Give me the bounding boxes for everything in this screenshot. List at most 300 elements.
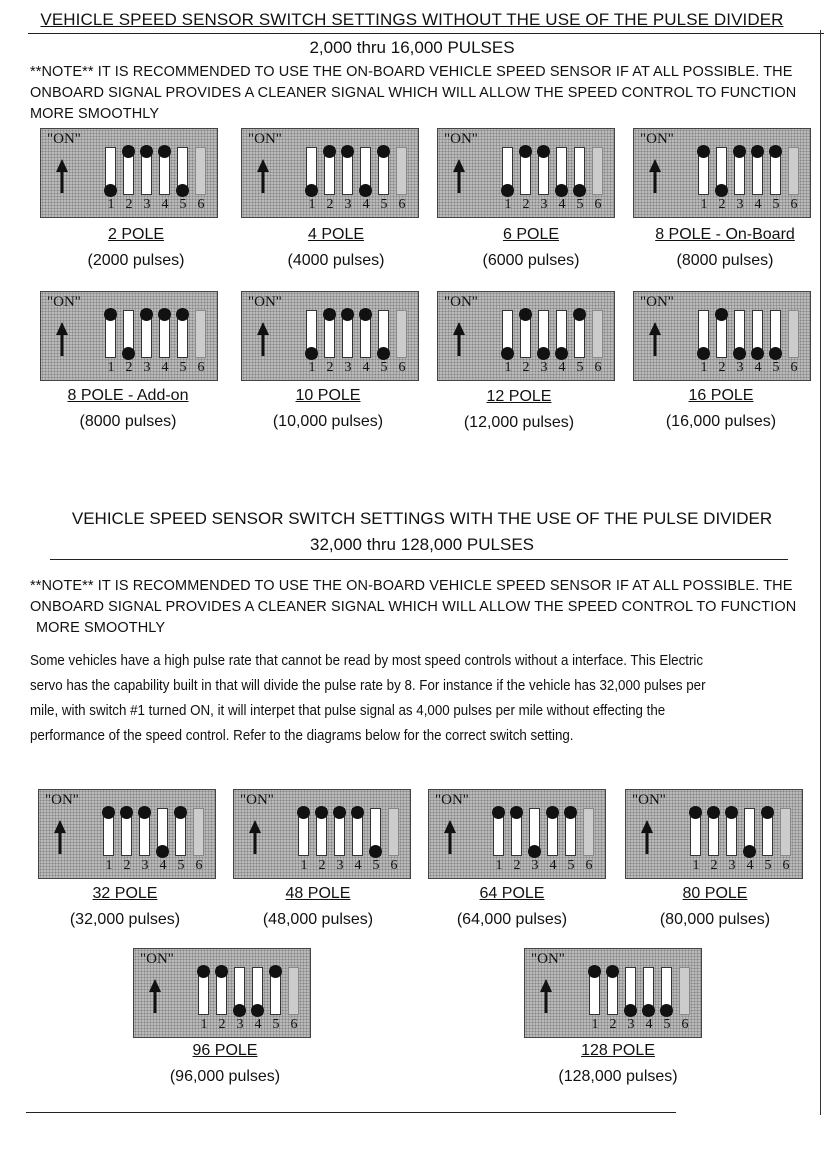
up-arrow-icon <box>56 322 68 361</box>
switch-number: 4 <box>746 858 754 873</box>
dip-switch-1 <box>198 967 209 1015</box>
switch-number: 3 <box>143 360 151 375</box>
diagram-pulses: (96,000 pulses) <box>169 1068 281 1085</box>
switch-number: 1 <box>495 858 503 873</box>
switch-number: 2 <box>326 197 334 212</box>
section1-subtitle: 2,000 thru 16,000 PULSES <box>309 38 515 57</box>
dip-switch-6 <box>592 310 603 358</box>
dip-switch-5 <box>175 808 186 856</box>
on-label: "ON" <box>640 294 674 310</box>
diagram-title: 6 POLE <box>502 226 560 243</box>
switch-number: 5 <box>764 858 772 873</box>
dip-switch-2 <box>324 147 335 195</box>
dip-switch-1 <box>306 147 317 195</box>
switch-knob-up <box>519 308 532 321</box>
dip-switch-4 <box>752 310 763 358</box>
switch-knob-up <box>733 145 746 158</box>
dip-switch-5 <box>177 310 188 358</box>
switch-number: 2 <box>513 858 521 873</box>
diagram-title: 80 POLE <box>682 885 748 902</box>
dip-switch-2 <box>607 967 618 1015</box>
switch-number: 5 <box>380 360 388 375</box>
switch-knob-up <box>689 806 702 819</box>
dip-switch-diagram <box>524 948 702 1038</box>
switch-number: 5 <box>772 360 780 375</box>
on-label: "ON" <box>47 131 81 147</box>
switch-number: 4 <box>362 197 370 212</box>
dip-switch-3 <box>342 310 353 358</box>
switch-number: 3 <box>141 858 149 873</box>
switch-knob-down <box>501 184 514 197</box>
diagram-title: 8 POLE - On-Board <box>655 226 795 243</box>
switch-knob-down <box>733 347 746 360</box>
switch-number: 5 <box>772 197 780 212</box>
switch-knob-down <box>156 845 169 858</box>
switch-knob-up <box>537 145 550 158</box>
switch-knob-up <box>333 806 346 819</box>
switch-knob-down <box>573 184 586 197</box>
dip-switch-6 <box>396 310 407 358</box>
switch-number: 5 <box>179 360 187 375</box>
dip-switch-diagram <box>437 291 615 381</box>
section2-subtitle: 32,000 thru 128,000 PULSES <box>310 535 534 554</box>
switch-knob-down <box>305 347 318 360</box>
switch-knob-down <box>751 347 764 360</box>
diagram-title: 8 POLE - Add-on <box>67 387 189 404</box>
switch-knob-down <box>715 184 728 197</box>
dip-switch-6 <box>193 808 204 856</box>
section2-title: VEHICLE SPEED SENSOR SWITCH SETTINGS WITH THE USE OF THE PULSE DIVIDER <box>71 509 773 528</box>
switch-knob-up <box>564 806 577 819</box>
dip-switch-2 <box>716 147 727 195</box>
up-arrow-icon <box>540 979 552 1018</box>
switch-number: 1 <box>107 360 115 375</box>
dip-switch-4 <box>252 967 263 1015</box>
switch-number: 5 <box>663 1017 671 1032</box>
section1-note <box>30 62 824 125</box>
dip-switch-6 <box>780 808 791 856</box>
switch-number: 4 <box>754 197 762 212</box>
switch-number: 2 <box>718 360 726 375</box>
switch-number: 1 <box>200 1017 208 1032</box>
switch-number: 1 <box>105 858 113 873</box>
dip-switch-2 <box>123 310 134 358</box>
dip-switch-4 <box>556 310 567 358</box>
switch-knob-up <box>341 145 354 158</box>
switch-knob-up <box>359 308 372 321</box>
switch-number: 5 <box>179 197 187 212</box>
up-arrow-icon <box>649 322 661 361</box>
switch-number: 3 <box>627 1017 635 1032</box>
switch-knob-up <box>323 308 336 321</box>
switch-knob-up <box>158 308 171 321</box>
up-arrow-icon <box>257 159 269 198</box>
switch-number: 1 <box>692 858 700 873</box>
dip-switch-5 <box>177 147 188 195</box>
dip-switch-diagram <box>437 128 615 218</box>
dip-switch-2 <box>324 310 335 358</box>
switch-knob-up <box>269 965 282 978</box>
dip-switch-6 <box>788 147 799 195</box>
diagram-title: 16 POLE <box>688 387 754 404</box>
diagram-pulses: (80,000 pulses) <box>659 911 771 928</box>
dip-switch-diagram <box>133 948 311 1038</box>
switch-number: 4 <box>549 858 557 873</box>
dip-switch-4 <box>159 147 170 195</box>
switch-knob-up <box>215 965 228 978</box>
switch-number: 1 <box>504 360 512 375</box>
up-arrow-icon <box>149 979 161 1018</box>
dip-switch-1 <box>698 147 709 195</box>
dip-switch-6 <box>592 147 603 195</box>
dip-switch-6 <box>288 967 299 1015</box>
dip-switch-diagram <box>233 789 411 879</box>
dip-switch-1 <box>105 147 116 195</box>
diagram-title: 4 POLE <box>307 226 365 243</box>
switch-knob-up <box>138 806 151 819</box>
switch-number: 4 <box>354 858 362 873</box>
switch-number: 6 <box>782 858 790 873</box>
dip-switch-6 <box>396 147 407 195</box>
switch-number: 6 <box>790 360 798 375</box>
dip-switch-1 <box>502 310 513 358</box>
switch-knob-up <box>707 806 720 819</box>
diagram-pulses: (64,000 pulses) <box>456 911 568 928</box>
dip-switch-diagram <box>241 128 419 218</box>
dip-switch-2 <box>520 310 531 358</box>
switch-number: 2 <box>125 197 133 212</box>
dip-switch-2 <box>708 808 719 856</box>
switch-number: 4 <box>558 197 566 212</box>
switch-number: 1 <box>504 197 512 212</box>
switch-knob-up <box>492 806 505 819</box>
on-label: "ON" <box>531 951 565 967</box>
switch-knob-up <box>751 145 764 158</box>
bottom-rule <box>26 1112 676 1113</box>
switch-number: 3 <box>143 197 151 212</box>
note-line: **NOTE** IT IS RECOMMENDED TO USE THE ON-BOARD VEHICLE SPEED SENSOR IF AT ALL POSSIBLE. THE <box>30 64 793 80</box>
dip-switch-1 <box>502 147 513 195</box>
on-label: "ON" <box>435 792 469 808</box>
switch-knob-down <box>122 347 135 360</box>
dip-switch-3 <box>334 808 345 856</box>
dip-switch-5 <box>770 310 781 358</box>
switch-number: 6 <box>197 360 205 375</box>
switch-knob-up <box>315 806 328 819</box>
diagram-title: 64 POLE <box>479 885 545 902</box>
switch-knob-up <box>761 806 774 819</box>
dip-switch-5 <box>270 967 281 1015</box>
dip-switch-1 <box>306 310 317 358</box>
section1-title: VEHICLE SPEED SENSOR SWITCH SETTINGS WITHOUT THE USE OF THE PULSE DIVIDER <box>40 10 784 29</box>
switch-knob-up <box>588 965 601 978</box>
switch-knob-down <box>176 184 189 197</box>
switch-number: 3 <box>540 197 548 212</box>
dip-switch-diagram <box>633 128 811 218</box>
dip-switch-diagram <box>625 789 803 879</box>
diagram-title: 48 POLE <box>285 885 351 902</box>
up-arrow-icon <box>249 820 261 859</box>
switch-knob-up <box>140 145 153 158</box>
switch-number: 1 <box>107 197 115 212</box>
dip-switch-6 <box>583 808 594 856</box>
on-label: "ON" <box>240 792 274 808</box>
switch-number: 4 <box>645 1017 653 1032</box>
switch-knob-up <box>120 806 133 819</box>
up-arrow-icon <box>56 159 68 198</box>
dip-switch-diagram <box>241 291 419 381</box>
switch-knob-down <box>537 347 550 360</box>
switch-number: 2 <box>326 360 334 375</box>
dip-switch-1 <box>698 310 709 358</box>
switch-number: 1 <box>308 197 316 212</box>
switch-knob-up <box>546 806 559 819</box>
on-label: "ON" <box>248 294 282 310</box>
diagram-pulses: (2000 pulses) <box>87 252 185 269</box>
switch-knob-up <box>510 806 523 819</box>
switch-knob-down <box>501 347 514 360</box>
dip-switch-2 <box>316 808 327 856</box>
dip-switch-4 <box>360 147 371 195</box>
on-label: "ON" <box>444 131 478 147</box>
dip-switch-3 <box>538 147 549 195</box>
dip-switch-5 <box>574 147 585 195</box>
dip-switch-5 <box>661 967 672 1015</box>
switch-number: 4 <box>558 360 566 375</box>
switch-knob-up <box>297 806 310 819</box>
switch-number: 3 <box>540 360 548 375</box>
switch-knob-up <box>102 806 115 819</box>
dip-switch-5 <box>770 147 781 195</box>
switch-number: 4 <box>362 360 370 375</box>
switch-number: 1 <box>300 858 308 873</box>
switch-knob-down <box>305 184 318 197</box>
dip-switch-5 <box>370 808 381 856</box>
dip-switch-1 <box>103 808 114 856</box>
switch-knob-up <box>140 308 153 321</box>
dip-switch-5 <box>378 147 389 195</box>
switch-knob-up <box>725 806 738 819</box>
switch-number: 1 <box>591 1017 599 1032</box>
switch-knob-up <box>158 145 171 158</box>
paragraph-line: performance of the speed control. Refer to the diagrams below for the correct switch setting. <box>30 728 574 744</box>
switch-knob-down <box>642 1004 655 1017</box>
dip-switch-4 <box>643 967 654 1015</box>
switch-number: 3 <box>336 858 344 873</box>
switch-number: 2 <box>123 858 131 873</box>
dip-switch-5 <box>574 310 585 358</box>
switch-number: 2 <box>125 360 133 375</box>
dip-switch-5 <box>565 808 576 856</box>
switch-knob-up <box>351 806 364 819</box>
switch-number: 3 <box>344 197 352 212</box>
dip-switch-4 <box>157 808 168 856</box>
dip-switch-3 <box>141 147 152 195</box>
note-line: **NOTE** IT IS RECOMMENDED TO USE THE ON-BOARD VEHICLE SPEED SENSOR IF AT ALL POSSIBLE. THE <box>30 578 793 594</box>
section2-paragraph <box>30 649 821 749</box>
diagram-pulses: (128,000 pulses) <box>558 1068 678 1085</box>
switch-knob-up <box>122 145 135 158</box>
switch-knob-down <box>369 845 382 858</box>
dip-switch-1 <box>589 967 600 1015</box>
switch-knob-up <box>174 806 187 819</box>
switch-number: 5 <box>380 197 388 212</box>
switch-knob-up <box>323 145 336 158</box>
note-line: MORE SMOOTHLY <box>36 620 166 636</box>
switch-knob-down <box>528 845 541 858</box>
dip-switch-2 <box>123 147 134 195</box>
switch-number: 2 <box>318 858 326 873</box>
paragraph-line: servo has the capability built in that will divide the pulse rate by 8. For instance if the vehicle has 32,000 pulses per <box>30 678 706 694</box>
switch-knob-down <box>624 1004 637 1017</box>
dip-switch-6 <box>679 967 690 1015</box>
dip-switch-3 <box>734 147 745 195</box>
switch-knob-up <box>104 308 117 321</box>
switch-number: 6 <box>197 197 205 212</box>
dip-switch-3 <box>141 310 152 358</box>
on-label: "ON" <box>45 792 79 808</box>
on-label: "ON" <box>444 294 478 310</box>
switch-number: 2 <box>609 1017 617 1032</box>
dip-switch-2 <box>216 967 227 1015</box>
switch-number: 6 <box>390 858 398 873</box>
dip-switch-3 <box>342 147 353 195</box>
switch-knob-down <box>359 184 372 197</box>
switch-knob-up <box>176 308 189 321</box>
dip-switch-6 <box>788 310 799 358</box>
dip-switch-5 <box>378 310 389 358</box>
switch-knob-down <box>555 347 568 360</box>
dip-switch-diagram <box>40 291 218 381</box>
switch-knob-down <box>251 1004 264 1017</box>
up-arrow-icon <box>641 820 653 859</box>
dip-switch-1 <box>493 808 504 856</box>
on-label: "ON" <box>140 951 174 967</box>
on-label: "ON" <box>248 131 282 147</box>
switch-number: 2 <box>522 360 530 375</box>
switch-knob-up <box>573 308 586 321</box>
switch-number: 5 <box>272 1017 280 1032</box>
switch-knob-up <box>197 965 210 978</box>
switch-number: 6 <box>398 197 406 212</box>
switch-knob-down <box>555 184 568 197</box>
switch-number: 6 <box>681 1017 689 1032</box>
dip-switch-3 <box>726 808 737 856</box>
switch-knob-up <box>697 145 710 158</box>
dip-switch-3 <box>538 310 549 358</box>
switch-number: 2 <box>710 858 718 873</box>
switch-number: 3 <box>344 360 352 375</box>
diagram-pulses: (32,000 pulses) <box>69 911 181 928</box>
up-arrow-icon <box>257 322 269 361</box>
section2-note <box>30 576 824 639</box>
paragraph-line: mile, with switch #1 turned ON, it will interpet that pulse signal as 4,000 pulses per mile without effecting the <box>30 703 666 719</box>
dip-switch-6 <box>195 310 206 358</box>
switch-number: 6 <box>398 360 406 375</box>
dip-switch-diagram <box>38 789 216 879</box>
switch-number: 2 <box>522 197 530 212</box>
dip-switch-2 <box>520 147 531 195</box>
switch-knob-up <box>715 308 728 321</box>
dip-switch-6 <box>195 147 206 195</box>
switch-number: 5 <box>177 858 185 873</box>
dip-switch-1 <box>298 808 309 856</box>
switch-number: 5 <box>576 197 584 212</box>
paragraph-line: Some vehicles have a high pulse rate that cannot be read by most speed controls without a interface. This Electric <box>30 653 704 669</box>
diagram-pulses: (48,000 pulses) <box>262 911 374 928</box>
diagram-title: 128 POLE <box>581 1042 655 1059</box>
switch-number: 6 <box>585 858 593 873</box>
switch-knob-up <box>606 965 619 978</box>
switch-number: 5 <box>372 858 380 873</box>
diagram-pulses: (4000 pulses) <box>287 252 385 269</box>
up-arrow-icon <box>453 322 465 361</box>
switch-number: 5 <box>567 858 575 873</box>
dip-switch-3 <box>234 967 245 1015</box>
switch-knob-down <box>377 347 390 360</box>
switch-number: 6 <box>195 858 203 873</box>
diagram-pulses: (16,000 pulses) <box>665 413 777 430</box>
switch-number: 4 <box>254 1017 262 1032</box>
dip-switch-4 <box>159 310 170 358</box>
switch-number: 4 <box>161 360 169 375</box>
diagram-title: 2 POLE <box>107 226 165 243</box>
diagram-pulses: (6000 pulses) <box>482 252 580 269</box>
switch-number: 3 <box>236 1017 244 1032</box>
switch-number: 4 <box>754 360 762 375</box>
dip-switch-6 <box>388 808 399 856</box>
switch-knob-down <box>233 1004 246 1017</box>
switch-knob-up <box>341 308 354 321</box>
switch-knob-down <box>104 184 117 197</box>
switch-number: 6 <box>594 360 602 375</box>
switch-number: 2 <box>718 197 726 212</box>
switch-number: 6 <box>290 1017 298 1032</box>
dip-switch-4 <box>556 147 567 195</box>
diagram-title: 10 POLE <box>295 387 361 404</box>
on-label: "ON" <box>632 792 666 808</box>
switch-knob-up <box>519 145 532 158</box>
switch-knob-down <box>697 347 710 360</box>
dip-switch-4 <box>744 808 755 856</box>
diagram-title: 32 POLE <box>92 885 158 902</box>
dip-switch-4 <box>547 808 558 856</box>
diagram-pulses: (10,000 pulses) <box>272 413 384 430</box>
dip-switch-2 <box>716 310 727 358</box>
switch-number: 3 <box>531 858 539 873</box>
dip-switch-1 <box>105 310 116 358</box>
switch-number: 4 <box>161 197 169 212</box>
on-label: "ON" <box>47 294 81 310</box>
dip-switch-5 <box>762 808 773 856</box>
switch-number: 6 <box>790 197 798 212</box>
note-line: ONBOARD SIGNAL PROVIDES A CLEANER SIGNAL WHICH WILL ALLOW THE SPEED CONTROL TO FUNCTION <box>30 599 797 615</box>
switch-number: 5 <box>576 360 584 375</box>
switch-knob-down <box>660 1004 673 1017</box>
diagram-pulses: (8000 pulses) <box>79 413 177 430</box>
diagram-title: 12 POLE <box>486 388 552 405</box>
dip-switch-4 <box>352 808 363 856</box>
section1-top-rule <box>28 33 824 34</box>
on-label: "ON" <box>640 131 674 147</box>
switch-number: 1 <box>700 197 708 212</box>
dip-switch-3 <box>139 808 150 856</box>
dip-switch-3 <box>734 310 745 358</box>
dip-switch-diagram <box>633 291 811 381</box>
page-edge-line <box>820 30 821 1115</box>
switch-number: 2 <box>218 1017 226 1032</box>
dip-switch-2 <box>511 808 522 856</box>
